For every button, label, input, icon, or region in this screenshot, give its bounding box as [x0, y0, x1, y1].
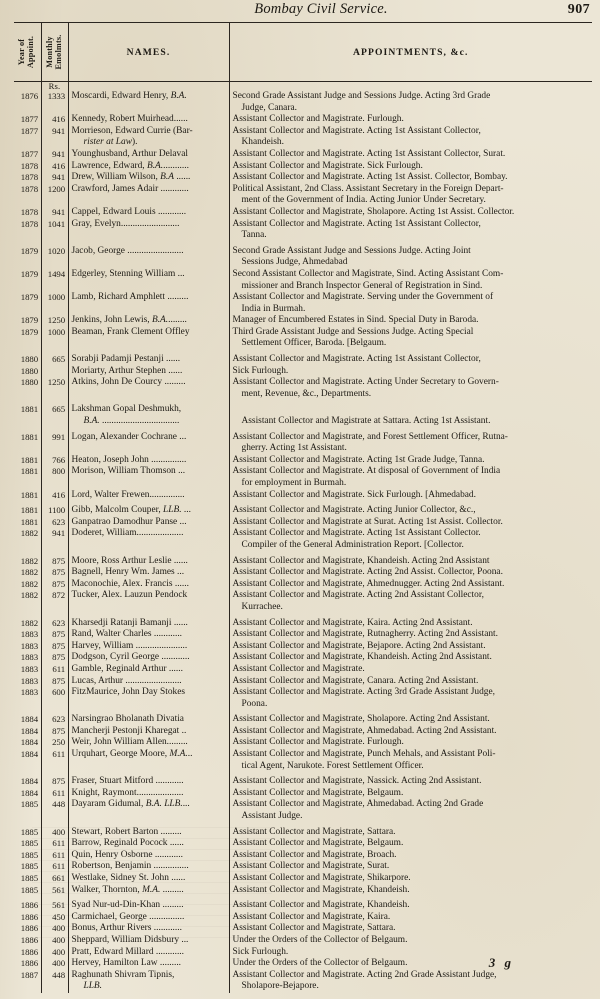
cell-year-of-appointment: 1880	[14, 366, 41, 378]
cell-year-of-appointment: 1885	[14, 799, 41, 822]
cell-year-of-appointment: 1877	[14, 149, 41, 161]
cell-monthly-emoluments: 416	[41, 114, 68, 126]
cell-monthly-emoluments: 561	[41, 900, 68, 912]
cell-appointment: Assistant Collector and Magistrate. Sick Furlough.	[232, 160, 423, 171]
cell-year-of-appointment: 1884	[14, 776, 41, 788]
page-number: 907	[567, 2, 590, 17]
cell-name: Lakshman Gopal Deshmukh, B.A. .................................	[68, 404, 229, 427]
table-row	[14, 799, 592, 822]
table-header	[14, 23, 592, 82]
cell-year-of-appointment: 1883	[14, 641, 41, 653]
cell-appointment: Assistant Collector and Magistrate at Surat. Acting 1st Assist. Collector.	[232, 516, 503, 527]
cell-appointment: Assistant Collector and Magistrate, Bejapore. Acting 2nd Assistant.	[232, 640, 486, 651]
cell-monthly-emoluments: 875	[41, 726, 68, 738]
cell-monthly-emoluments: 941	[41, 207, 68, 219]
cell-name: Narsingrao Bholanath Divatia	[68, 714, 229, 726]
cell-name: Stewart, Robert Barton .........	[68, 827, 229, 839]
cell-year-of-appointment: 1879	[14, 292, 41, 315]
cell-appointment: Assistant Collector and Magistrate, Canara. Acting 2nd Assistant.	[232, 675, 479, 686]
cell-appointment: Manager of Encumbered Estates in Sind. Special Duty in Baroda.	[232, 315, 479, 326]
cell-monthly-emoluments: 991	[41, 432, 68, 455]
table-row	[14, 292, 592, 315]
cell-name: Tucker, Alex. Lauzun Pendock	[68, 590, 229, 613]
table-row	[14, 567, 592, 579]
cell-monthly-emoluments: 600	[41, 687, 68, 710]
cell-appointment: Sick Furlough.	[232, 946, 289, 957]
cell-monthly-emoluments: 875	[41, 641, 68, 653]
cell-monthly-emoluments: 875	[41, 567, 68, 579]
cell-appointment: Under the Orders of the Collector of Belgaum.	[232, 934, 408, 945]
cell-name: Drew, William Wilson, B.A ......	[68, 172, 229, 184]
cell-monthly-emoluments: 875	[41, 629, 68, 641]
cell-name: Bagnell, Henry Wm. James ...	[68, 567, 229, 579]
table-row	[14, 629, 592, 641]
cell-name: Moscardi, Edward Henry, B.A.	[68, 91, 229, 114]
running-head	[14, 0, 592, 22]
cell-monthly-emoluments: 1041	[41, 219, 68, 242]
cell-name: Lawrence, Edward, B.A............	[68, 161, 229, 173]
table-row	[14, 726, 592, 738]
cell-year-of-appointment: 1881	[14, 455, 41, 467]
cell-appointment: Assistant Collector and Magistrate. Serving under the Government of India in Burmah.	[232, 292, 494, 314]
cell-year-of-appointment: 1882	[14, 618, 41, 630]
cell-monthly-emoluments: 561	[41, 885, 68, 897]
cell-name: FitzMaurice, John Day Stokes	[68, 687, 229, 710]
cell-monthly-emoluments: 400	[41, 958, 68, 970]
cell-name: Hervey, Hamilton Law .........	[68, 958, 229, 970]
cell-monthly-emoluments: 250	[41, 737, 68, 749]
cell-monthly-emoluments	[41, 366, 68, 378]
cell-name: Heaton, Joseph John ...............	[68, 455, 229, 467]
cell-monthly-emoluments: 1494	[41, 269, 68, 292]
cell-name: Doderet, William....................	[68, 528, 229, 551]
cell-name: Bonus, Arthur Rivers ............	[68, 923, 229, 935]
cell-name: Gamble, Reginald Arthur ......	[68, 664, 229, 676]
cell-name: Maconochie, Alex. Francis ......	[68, 579, 229, 591]
cell-monthly-emoluments: 800	[41, 466, 68, 489]
cell-monthly-emoluments: 766	[41, 455, 68, 467]
cell-appointment: Assistant Collector and Magistrate, Nassick. Acting 2nd Assistant.	[232, 776, 482, 787]
cell-monthly-emoluments: 1020	[41, 246, 68, 269]
header-emol-line2: Emolmts.	[53, 34, 63, 70]
table-row	[14, 788, 592, 800]
table-row	[14, 161, 592, 173]
cell-year-of-appointment: 1879	[14, 315, 41, 327]
table-row	[14, 432, 592, 455]
cell-monthly-emoluments: 661	[41, 873, 68, 885]
cell-year-of-appointment: 1878	[14, 219, 41, 242]
cell-monthly-emoluments: 416	[41, 161, 68, 173]
header-year-line2: Appoint.	[26, 35, 36, 69]
cell-appointment: Assistant Collector and Magistrate, Surat.	[232, 861, 390, 872]
cell-year-of-appointment: 1882	[14, 590, 41, 613]
cell-appointment: Third Grade Assistant Judge and Sessions Judge. Acting Special Settlement Officer, Baroda. [Belgaum.	[232, 326, 474, 349]
table-row	[14, 714, 592, 726]
cell-monthly-emoluments: 400	[41, 923, 68, 935]
table-row	[14, 505, 592, 517]
cell-appointment: Assistant Collector and Magistrate. Acting 2nd Assist. Collector, Poona.	[232, 567, 503, 578]
table-row	[14, 404, 592, 427]
cell-name: Kharsedji Ratanji Bamanji ......	[68, 618, 229, 630]
table-row	[14, 315, 592, 327]
table-row	[14, 517, 592, 529]
cell-year-of-appointment: 1881	[14, 505, 41, 517]
cell-monthly-emoluments: 448	[41, 799, 68, 822]
cell-monthly-emoluments: 448	[41, 970, 68, 993]
cell-appointment: Assistant Collector and Magistrate, Kaira.	[232, 911, 391, 922]
cell-year-of-appointment: 1886	[14, 900, 41, 912]
cell-appointment: Assistant Collector and Magistrate. At disposal of Government of India for employment in Burmah.	[232, 466, 501, 488]
cell-monthly-emoluments: 941	[41, 126, 68, 149]
currency-row-name-cell	[68, 82, 229, 92]
table-row	[14, 327, 592, 350]
cell-monthly-emoluments: 875	[41, 652, 68, 664]
page-sheet	[14, 0, 592, 999]
cell-monthly-emoluments: 1333	[41, 91, 68, 114]
cell-year-of-appointment: 1884	[14, 737, 41, 749]
cell-name: Harvey, William ......................	[68, 641, 229, 653]
cell-name: Kennedy, Robert Muirhead......	[68, 114, 229, 126]
cell-year-of-appointment: 1878	[14, 184, 41, 207]
cell-name: Lucas, Arthur ........................	[68, 676, 229, 688]
table-row	[14, 490, 592, 502]
cell-appointment: Assistant Collector and Magistrate, Belgaum.	[232, 838, 404, 849]
cell-year-of-appointment: 1876	[14, 91, 41, 114]
cell-monthly-emoluments: 875	[41, 556, 68, 568]
cell-appointment: Assistant Collector and Magistrate. Sick Furlough. [Ahmedabad.	[232, 489, 476, 500]
cell-appointment: Assistant Collector and Magistrate, Broach.	[232, 849, 397, 860]
currency-label-rupees: Rs.	[41, 82, 68, 92]
cell-year-of-appointment: 1878	[14, 207, 41, 219]
cell-appointment: Assistant Collector and Magistrate, Khandeish. Acting 2nd Assistant	[232, 555, 490, 566]
cell-year-of-appointment: 1883	[14, 664, 41, 676]
table-row	[14, 377, 592, 400]
cell-name: Knight, Raymont....................	[68, 788, 229, 800]
table-row	[14, 172, 592, 184]
table-row	[14, 749, 592, 772]
cell-name: Mancherji Pestonji Kharegat ..	[68, 726, 229, 738]
table-row	[14, 269, 592, 292]
table-row	[14, 466, 592, 489]
cell-appointment: Assistant Collector and Magistrate, Sholapore. Acting 1st Assist. Collector.	[232, 206, 515, 217]
cell-monthly-emoluments: 1250	[41, 377, 68, 400]
table-row	[14, 455, 592, 467]
table-row	[14, 126, 592, 149]
cell-monthly-emoluments: 941	[41, 172, 68, 184]
cell-name: Dodgson, Cyril George ............	[68, 652, 229, 664]
cell-name: Raghunath Shivram Tipnis, LLB.	[68, 970, 229, 993]
cell-monthly-emoluments: 875	[41, 676, 68, 688]
cell-appointment: Assistant Collector and Magistrate, Khandeish.	[232, 884, 410, 895]
cell-year-of-appointment: 1882	[14, 567, 41, 579]
cell-appointment: Political Assistant, 2nd Class. Assistant Secretary in the Foreign Depart- ment of the Government of India. Acting Junior Under Secretary.	[232, 183, 504, 206]
cell-year-of-appointment: 1884	[14, 788, 41, 800]
cell-appointment: Assistant Collector and Magistrate. Furlough.	[232, 114, 404, 125]
cell-appointment: Assistant Collector and Magistrate, Belgaum.	[232, 787, 404, 798]
cell-name: Sheppard, William Didsbury ...	[68, 935, 229, 947]
cell-monthly-emoluments: 1000	[41, 292, 68, 315]
table-row	[14, 579, 592, 591]
cell-monthly-emoluments: 400	[41, 947, 68, 959]
cell-year-of-appointment: 1883	[14, 676, 41, 688]
currency-row-appt-cell	[229, 82, 592, 92]
cell-year-of-appointment: 1883	[14, 629, 41, 641]
cell-monthly-emoluments: 400	[41, 827, 68, 839]
cell-name: Syad Nur-ud-Din-Khan .........	[68, 900, 229, 912]
header-emol-line1: Monthly	[44, 36, 54, 68]
column-header-names: NAMES.	[68, 23, 229, 82]
cell-year-of-appointment: 1886	[14, 935, 41, 947]
cell-monthly-emoluments: 450	[41, 912, 68, 924]
cell-appointment: Assistant Collector and Magistrate, Ahmedabad. Acting 2nd Grade Assistant Judge.	[232, 799, 484, 822]
cell-year-of-appointment: 1877	[14, 114, 41, 126]
cell-name: Morrieson, Edward Currie (Bar- rister at Law).	[68, 126, 229, 149]
cell-monthly-emoluments: 400	[41, 935, 68, 947]
table-row	[14, 641, 592, 653]
header-year-line1: Year of	[17, 38, 27, 66]
cell-name: Westlake, Sidney St. John ......	[68, 873, 229, 885]
cell-name: Fraser, Stuart Mitford ............	[68, 776, 229, 788]
table-row	[14, 676, 592, 688]
cell-name: Gibb, Malcolm Couper, LLB. ...	[68, 505, 229, 517]
cell-year-of-appointment: 1884	[14, 749, 41, 772]
cell-year-of-appointment: 1881	[14, 517, 41, 529]
cell-monthly-emoluments: 1000	[41, 327, 68, 350]
cell-monthly-emoluments: 611	[41, 861, 68, 873]
cell-appointment: Assistant Collector and Magistrate. Acting 1st Grade Judge, Tanna.	[232, 454, 485, 465]
cell-monthly-emoluments: 611	[41, 788, 68, 800]
cell-name: Barrow, Reginald Pocock ......	[68, 838, 229, 850]
table-row	[14, 970, 592, 993]
table-row	[14, 776, 592, 788]
cell-year-of-appointment: 1886	[14, 912, 41, 924]
column-header-appointments: APPOINTMENTS, &c.	[229, 23, 592, 82]
table-row	[14, 618, 592, 630]
cell-appointment: Second Grade Assistant Judge and Sessions Judge. Acting 3rd Grade Judge, Canara.	[232, 91, 491, 113]
cell-appointment: Assistant Collector and Magistrate, Ahmedabad. Acting 2nd Assistant.	[232, 725, 497, 736]
cell-year-of-appointment: 1886	[14, 923, 41, 935]
cell-year-of-appointment: 1877	[14, 126, 41, 149]
cell-year-of-appointment: 1881	[14, 432, 41, 455]
cell-appointment: Assistant Collector and Magistrate, Kaira. Acting 2nd Assistant.	[232, 617, 473, 628]
cell-name: Lord, Walter Frewen...............	[68, 490, 229, 502]
cell-appointment: Assistant Collector and Magistrate. Acting 1st Assistant Collector, Khandeish.	[232, 125, 481, 148]
cell-appointment: Assistant Collector and Magistrate, Sattara.	[232, 826, 396, 837]
cell-year-of-appointment: 1880	[14, 377, 41, 400]
cell-appointment: Assistant Collector and Magistrate at Sattara. Acting 1st Assistant.	[241, 416, 491, 427]
cell-name: Dayaram Gidumal, B.A. LLB....	[68, 799, 229, 822]
table-row	[14, 91, 592, 114]
cell-year-of-appointment: 1887	[14, 970, 41, 993]
cell-year-of-appointment: 1885	[14, 885, 41, 897]
cell-year-of-appointment: 1879	[14, 327, 41, 350]
verso-showthrough	[32, 827, 272, 947]
page-title: Bombay Civil Service.	[254, 1, 388, 17]
cell-name: Jenkins, John Lewis, B.A.........	[68, 315, 229, 327]
cell-appointment: Assistant Collector and Magistrate, Sholapore. Acting 2nd Assistant.	[232, 714, 490, 725]
table-row	[14, 149, 592, 161]
cell-monthly-emoluments: 623	[41, 618, 68, 630]
cell-year-of-appointment: 1885	[14, 861, 41, 873]
cell-appointment: Assistant Collector and Magistrate, Ahmednugger. Acting 2nd Assistant.	[232, 578, 505, 589]
table-row	[14, 207, 592, 219]
cell-monthly-emoluments: 611	[41, 838, 68, 850]
cell-year-of-appointment: 1886	[14, 947, 41, 959]
cell-name: Cappel, Edward Louis ............	[68, 207, 229, 219]
cell-appointment: Assistant Collector and Magistrate, Sattara.	[232, 923, 396, 934]
cell-monthly-emoluments: 1100	[41, 505, 68, 517]
column-header-monthly-emoluments	[41, 23, 68, 82]
cell-year-of-appointment: 1882	[14, 556, 41, 568]
cell-appointment: Assistant Collector and Magistrate. Acting 2nd Grade Assistant Judge, Sholapore-Bejapore.	[232, 969, 497, 992]
table-row	[14, 528, 592, 551]
table-row	[14, 114, 592, 126]
cell-year-of-appointment: 1879	[14, 269, 41, 292]
cell-monthly-emoluments: 611	[41, 664, 68, 676]
table-row	[14, 737, 592, 749]
cell-name: Rand, Walter Charles ............	[68, 629, 229, 641]
cell-name: Logan, Alexander Cochrane ...	[68, 432, 229, 455]
cell-appointment: Assistant Collector and Magistrate, Khandeish. Acting 2nd Assistant.	[232, 652, 492, 663]
currency-row-year-cell	[14, 82, 41, 92]
cell-appointment: Assistant Collector and Magistrate. Acting 1st Assist. Collector, Bombay.	[232, 172, 508, 183]
cell-year-of-appointment: 1881	[14, 466, 41, 489]
table-row	[14, 219, 592, 242]
cell-name: Walker, Thornton, M.A. .........	[68, 885, 229, 897]
cell-monthly-emoluments: 875	[41, 579, 68, 591]
cell-name: Weir, John William Allen.........	[68, 737, 229, 749]
cell-name: Younghusband, Arthur Delaval	[68, 149, 229, 161]
cell-name: Quin, Henry Osborne ............	[68, 850, 229, 862]
cell-appointment: Second Grade Assistant Judge and Sessions Judge. Acting Joint Sessions Judge, Ahmedabad	[232, 245, 471, 268]
table-row	[14, 652, 592, 664]
cell-monthly-emoluments: 665	[41, 354, 68, 366]
cell-name: Moriarty, Arthur Stephen ......	[68, 366, 229, 378]
cell-year-of-appointment: 1885	[14, 873, 41, 885]
cell-appointment: Assistant Collector and Magistrate. Acting 1st Assistant Collector,	[232, 354, 481, 365]
cell-monthly-emoluments: 1200	[41, 184, 68, 207]
cell-year-of-appointment: 1878	[14, 161, 41, 173]
cell-year-of-appointment: 1882	[14, 528, 41, 551]
cell-monthly-emoluments: 623	[41, 714, 68, 726]
table-row	[14, 354, 592, 366]
cell-year-of-appointment: 1884	[14, 714, 41, 726]
cell-monthly-emoluments: 416	[41, 490, 68, 502]
cell-year-of-appointment: 1881	[14, 490, 41, 502]
cell-year-of-appointment: 1879	[14, 246, 41, 269]
column-header-year-of-appointment	[14, 23, 41, 82]
cell-monthly-emoluments: 875	[41, 776, 68, 788]
cell-appointment: Assistant Collector and Magistrate, Shikarpore.	[232, 873, 411, 883]
cell-name: Urquhart, George Moore, M.A...	[68, 749, 229, 772]
cell-appointment: Assistant Collector and Magistrate, and Forest Settlement Officer, Rutna- gherry. Acting 1st Assistant.	[232, 431, 508, 454]
cell-name: Jacob, George ........................	[68, 246, 229, 269]
cell-appointment: Assistant Collector and Magistrate. Furlough.	[232, 737, 404, 748]
cell-monthly-emoluments: 611	[41, 850, 68, 862]
cell-name: Robertson, Benjamin ...............	[68, 861, 229, 873]
cell-year-of-appointment: 1886	[14, 958, 41, 970]
cell-year-of-appointment: 1881	[14, 404, 41, 427]
table-row	[14, 590, 592, 613]
cell-appointment: Sick Furlough.	[232, 365, 289, 376]
cell-name: Beaman, Frank Clement Offley	[68, 327, 229, 350]
table-row	[14, 366, 592, 378]
signature-mark: 3 g	[488, 955, 514, 970]
cell-name: Atkins, John De Courcy .........	[68, 377, 229, 400]
table-row	[14, 246, 592, 269]
cell-appointment: Assistant Collector and Magistrate. Acting Junior Collector, &c.,	[232, 505, 476, 516]
cell-appointment: Second Assistant Collector and Magistrate, Sind. Acting Assistant Com- missioner and Branch Inspector General of Registration in Sind.	[232, 268, 504, 291]
cell-year-of-appointment: 1878	[14, 172, 41, 184]
cell-appointment: Assistant Collector and Magistrate. Acting 1st Assistant Collector, Tanna.	[232, 218, 481, 241]
cell-monthly-emoluments: 872	[41, 590, 68, 613]
cell-name: Morison, William Thomson ...	[68, 466, 229, 489]
cell-appointment: Assistant Collector and Magistrate.	[232, 663, 365, 674]
cell-monthly-emoluments: 1250	[41, 315, 68, 327]
cell-name: Ganpatrao Damodhur Panse ...	[68, 517, 229, 529]
cell-name: Pratt, Edward Millard ............	[68, 947, 229, 959]
cell-name: Crawford, James Adair ............	[68, 184, 229, 207]
cell-monthly-emoluments: 941	[41, 149, 68, 161]
cell-year-of-appointment: 1885	[14, 838, 41, 850]
table-row	[14, 556, 592, 568]
cell-appointment: Assistant Collector and Magistrate. Acting 3rd Grade Assistant Judge, Poona.	[232, 687, 495, 709]
cell-appointment: Under the Orders of the Collector of Belgaum.	[232, 958, 408, 969]
cell-year-of-appointment: 1885	[14, 827, 41, 839]
cell-name: Sorabji Padamji Pestanji ......	[68, 354, 229, 366]
table-row	[14, 664, 592, 676]
cell-name: Edgerley, Stenning William ...	[68, 269, 229, 292]
cell-appointment: Assistant Collector and Magistrate, Rutnagherry. Acting 2nd Assistant.	[232, 629, 499, 640]
cell-monthly-emoluments: 665	[41, 404, 68, 427]
cell-appointment: Assistant Collector and Magistrate, Punch Mehals, and Assistant Poli- tical Agent, Narukote. Forest Settlement Officer.	[232, 749, 496, 771]
table-row	[14, 687, 592, 710]
cell-appointment: Assistant Collector and Magistrate. Acting 1st Assistant Collector. Compiler of the General Administration Report. [Collector.	[232, 528, 481, 550]
cell-year-of-appointment: 1883	[14, 687, 41, 710]
cell-appointment: Assistant Collector and Magistrate. Acting 2nd Assistant Collector, Kurrachee.	[232, 590, 484, 612]
cell-appointment: Assistant Collector and Magistrate. Acting 1st Assistant Collector, Surat.	[232, 148, 506, 159]
cell-year-of-appointment: 1882	[14, 579, 41, 591]
cell-name: Moore, Ross Arthur Leslie ......	[68, 556, 229, 568]
cell-monthly-emoluments: 941	[41, 528, 68, 551]
cell-appointment: Assistant Collector and Magistrate, Khandeish.	[232, 900, 410, 911]
cell-name: Carmichael, George ...............	[68, 912, 229, 924]
cell-year-of-appointment: 1883	[14, 652, 41, 664]
cell-year-of-appointment: 1885	[14, 850, 41, 862]
cell-appointment: Assistant Collector and Magistrate. Acting Under Secretary to Govern- ment, Revenue, &c., Departments.	[232, 377, 499, 399]
cell-name: Lamb, Richard Amphlett .........	[68, 292, 229, 315]
cell-monthly-emoluments: 623	[41, 517, 68, 529]
table-row	[14, 184, 592, 207]
cell-year-of-appointment: 1884	[14, 726, 41, 738]
cell-monthly-emoluments: 611	[41, 749, 68, 772]
cell-name: Gray, Evelyn.........................	[68, 219, 229, 242]
cell-year-of-appointment: 1880	[14, 354, 41, 366]
currency-label-row	[14, 82, 592, 92]
